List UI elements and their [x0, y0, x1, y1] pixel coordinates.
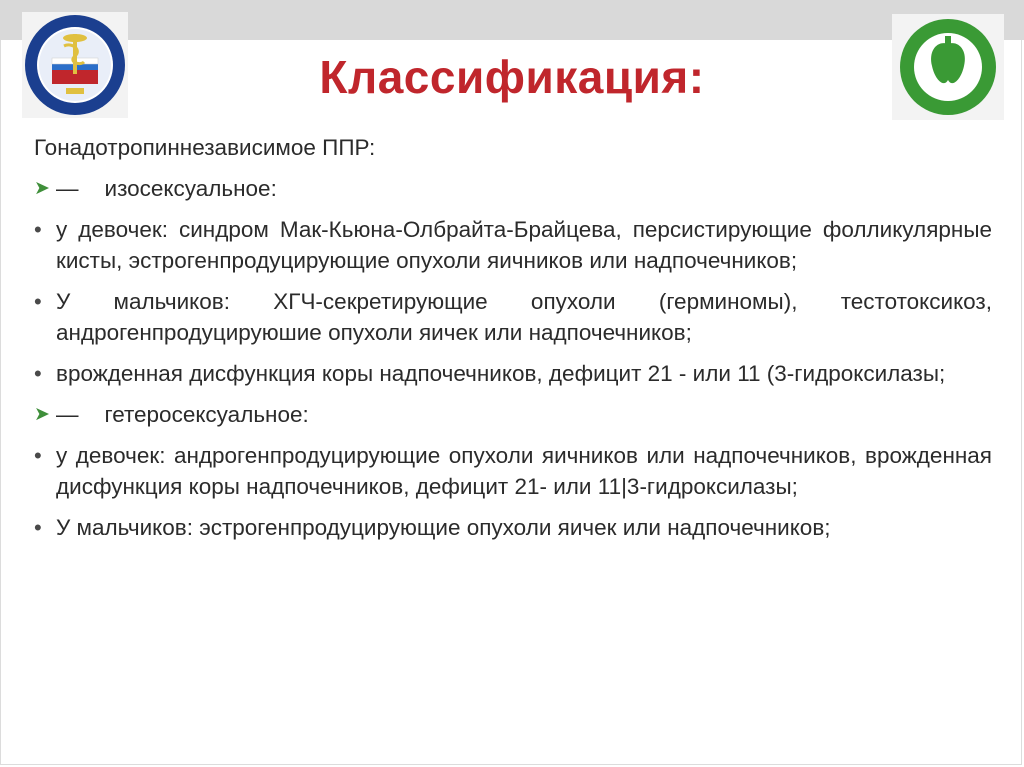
list-item-7 — [34, 512, 992, 543]
list-item-2 — [34, 214, 992, 276]
slide-content — [34, 132, 992, 553]
list-item-text: изосексуальное: — [104, 176, 277, 201]
dot-bullet-icon: • — [34, 443, 42, 468]
list-item-3 — [34, 286, 992, 348]
list-item-text: У мальчиков: ХГЧ-секретирующие опухоли (герминомы), тестотоксикоз, андрогенпродуцируюшие опухоли яичек или надпочечников; — [56, 289, 992, 345]
intro-heading: Гонадотропиннезависимое ППР: — [34, 135, 376, 160]
dot-bullet-icon: • — [34, 361, 42, 386]
dash: — — [56, 402, 79, 427]
dot-bullet-icon: • — [34, 217, 42, 242]
list-item-text: У мальчиков: эстрогенпродуцирующие опухоли яичек или надпочечников; — [56, 515, 831, 540]
list-item-text: врожденная дисфункция коры надпочечников, дефицит 21 - или 11 (3-гидроксилазы; — [56, 361, 946, 386]
dot-bullet-icon: • — [34, 515, 42, 540]
dash: — — [56, 176, 79, 201]
list-item-5 — [34, 399, 992, 430]
list-item-text: у девочек: андрогенпродуцирующие опухоли яичников или надпочечников, врожденная дисфункция коры надпочечников, дефицит 21- или 11|3-гидроксилазы; — [56, 443, 992, 499]
list-item-text: гетеросексуальное: — [104, 402, 309, 427]
list-item-text: у девочек: синдром Мак-Кьюна-Олбрайта-Брайцева, персистирующие фолликулярные кисты, эстрогенпродуцирующие опухоли яичников или надпочечников; — [56, 217, 992, 273]
dot-bullet-icon: • — [34, 289, 42, 314]
top-band — [0, 0, 1024, 40]
list-item-4 — [34, 358, 992, 389]
arrow-bullet-icon: ➤ — [34, 178, 50, 199]
arrow-bullet-icon: ➤ — [34, 404, 50, 425]
slide-title: Классификация: — [319, 51, 705, 103]
list-item-1 — [34, 173, 992, 204]
list-item-6 — [34, 440, 992, 502]
